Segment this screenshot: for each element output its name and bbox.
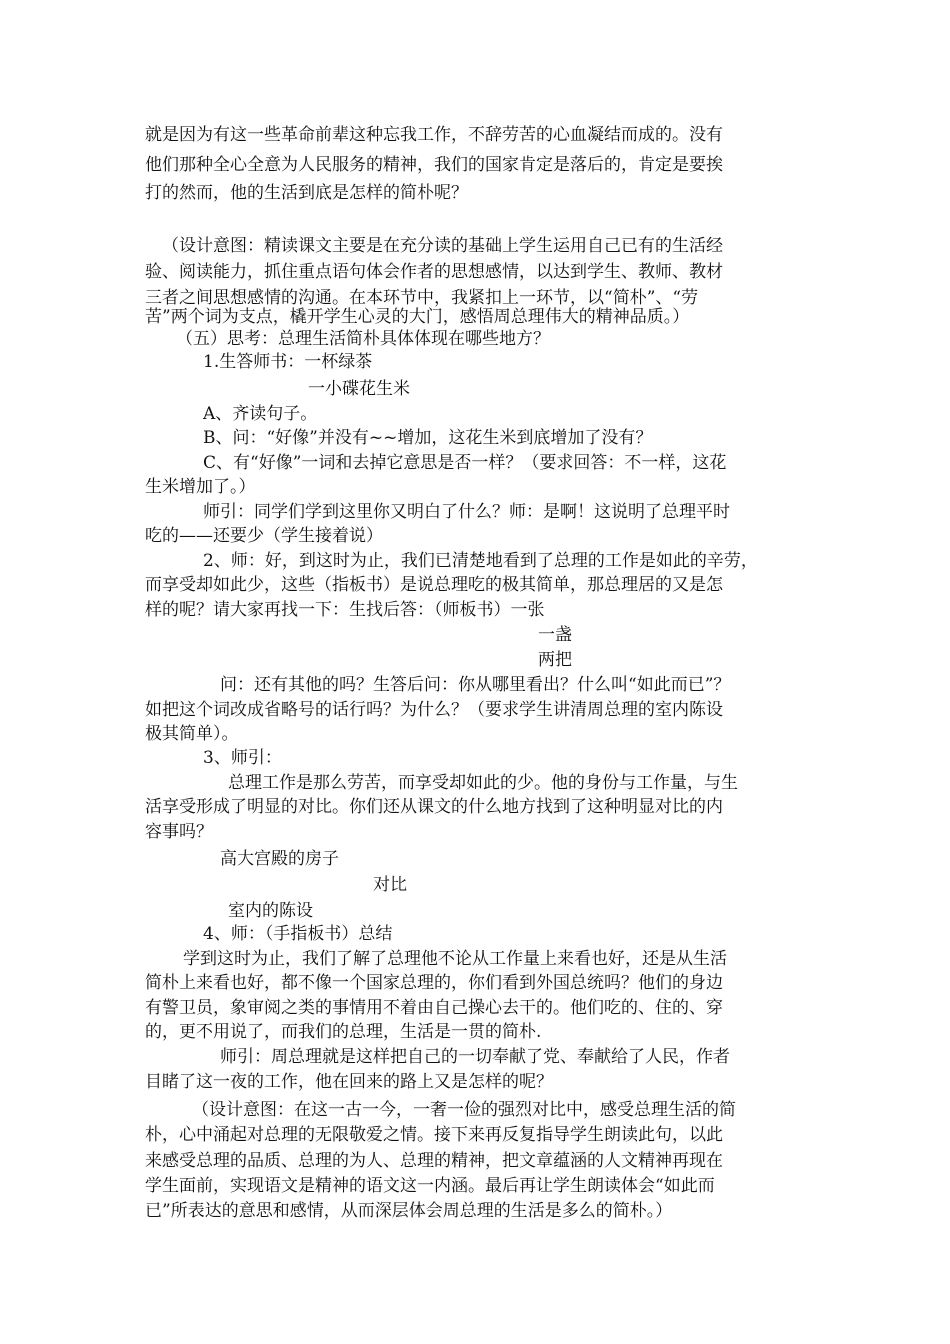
- text-line: 吃的——还要少（学生接着说）: [145, 526, 383, 546]
- text-line: 师引：周总理就是这样把自己的一切奉献了党、奉献给了人民，作者: [220, 1047, 730, 1067]
- text-line: 学生面前，实现语文是精神的语文这一内涵。最后再让学生朗读体会“如此而: [145, 1176, 715, 1196]
- text-line: A、齐读句子。: [203, 404, 318, 424]
- text-line: 两把: [538, 650, 572, 670]
- text-line: 有警卫员，象审阅之类的事情用不着由自己操心去干的。他们吃的、住的、穿: [145, 998, 723, 1018]
- text-line: 简朴上来看也好，都不像一个国家总理的，你们看到外国总统吗？他们的身边: [145, 973, 723, 993]
- text-line: 总理工作是那么劳苦，而享受却如此的少。他的身份与工作量，与生: [228, 773, 738, 793]
- text-line: 而享受却如此少，这些（指板书）是说总理吃的极其简单，那总理居的又是怎: [145, 575, 723, 595]
- text-line: 样的呢？请大家再找一下：生找后答：（师板书）一张: [145, 600, 545, 620]
- text-line: 问：还有其他的吗？生答后问：你从哪里看出？什么叫“如此而已”？: [220, 675, 731, 695]
- text-line: 打的然而，他的生活到底是怎样的简朴呢？: [145, 183, 468, 203]
- text-line: 3、师引：: [203, 748, 282, 768]
- text-line: （设计意图：精读课文主要是在充分读的基础上学生运用自己已有的生活经: [162, 236, 723, 256]
- text-line: C、有“好像”一词和去掉它意思是否一样？（要求回答：不一样，这花: [203, 453, 727, 473]
- text-line: 目睹了这一夜的工作，他在回来的路上又是怎样的呢？: [145, 1072, 553, 1092]
- text-line: 朴，心中涌起对总理的无限敬爱之情。接下来再反复指导学生朗读此句，以此: [145, 1125, 723, 1145]
- text-line: 就是因为有这一些革命前辈这种忘我工作，不辞劳苦的心血凝结而成的。没有: [145, 125, 723, 145]
- text-line: 他们那种全心全意为人民服务的精神，我们的国家肯定是落后的，肯定是要挨: [145, 155, 723, 175]
- text-line: 4、师：（手指板书）总结: [203, 924, 393, 944]
- text-line: （设计意图：在这一古一今，一奢一俭的强烈对比中，感受总理生活的简: [192, 1100, 736, 1120]
- text-line: 苦”两个词为支点，橇开学生心灵的大门，感悟周总理伟大的精神品质。）: [145, 307, 690, 327]
- text-line: 活享受形成了明显的对比。你们还从课文的什么地方找到了这种明显对比的内: [145, 797, 723, 817]
- text-line: 验、阅读能力，抓住重点语句体会作者的思想感情，以达到学生、教师、教材: [145, 262, 723, 282]
- text-line: 如把这个词改成省略号的话行吗？为什么？（要求学生讲清周总理的室内陈设: [145, 700, 723, 720]
- text-line: B、问：“好像”并没有~~增加，这花生米到底增加了没有？: [203, 428, 653, 448]
- text-line: 一小碟花生米: [308, 379, 410, 399]
- text-line: 三者之间思想感情的沟通。在本环节中，我紧扣上一环节，以“简朴”、“劳: [145, 288, 699, 308]
- text-line: 高大宫殿的房子: [220, 849, 339, 869]
- text-line: 学到这时为止，我们了解了总理他不论从工作量上来看也好，还是从生活: [183, 949, 727, 969]
- text-line: 生米增加了。）: [145, 477, 256, 497]
- text-line: （五）思考：总理生活简朴具体体现在哪些地方？: [176, 329, 550, 349]
- text-line: 已”所表达的意思和感情，从而深层体会周总理的生活是多么的简朴。）: [145, 1201, 673, 1221]
- text-line: 师引：同学们学到这里你又明白了什么？师：是啊！这说明了总理平时: [203, 502, 730, 522]
- text-line: 的，更不用说了，而我们的总理，生活是一贯的简朴.: [145, 1022, 542, 1042]
- text-line: 来感受总理的品质、总理的为人、总理的精神，把文章蕴涵的人文精神再现在: [145, 1151, 723, 1171]
- text-line: 极其简单）。: [145, 724, 239, 744]
- text-line: 2、师：好，到这时为止，我们已清楚地看到了总理的工作是如此的辛劳，: [203, 551, 758, 571]
- text-line: 对比: [373, 875, 407, 895]
- text-line: 1.生答师书：一杯绿茶: [203, 352, 373, 372]
- text-line: 室内的陈设: [228, 901, 313, 921]
- text-line: 容事吗？: [145, 822, 213, 842]
- text-line: 一盏: [538, 625, 572, 645]
